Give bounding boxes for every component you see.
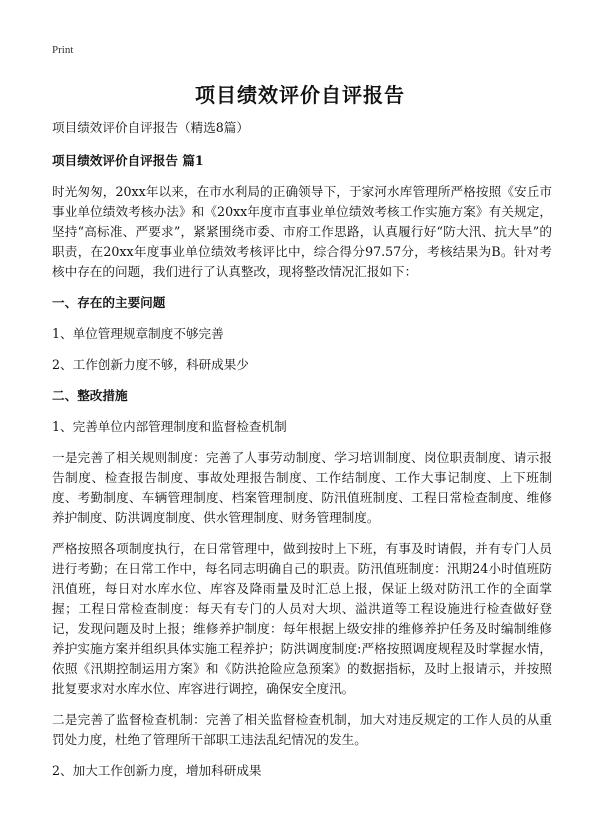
problem-item-1: 1、单位管理规章制度不够完善 — [52, 326, 224, 341]
execution-paragraph: 严格按照各项制度执行，在日常管理中，做到按时上下班，有事及时请假，并有专门人员进行考勤；在日常工作中，每名同志明确自己的职责。防汛值班制度：汛期24小时值班防汛值班，每日对水库水位、库容及降雨量及时汇总上报，保证上级对防汛工作的全面掌握；工程日常检查制度：每天有专门的人员对大坝、溢洪道等工程设施进行检查做好登记，发现问题及时上报；维修养护制度：每年根据上级安排的维修养护任务及时编制维修养护实施方案并组织具体实施工程养护；防洪调度制度:严格按照调度规程及时掌握水情，依照《汛期控制运用方案》和《防洪抢险应急预案》的数据指标，及时上报请示，并按照批复要求对水库水位、库容进行调控，确保安全度汛。 — [52, 541, 552, 696]
rules-paragraph: 一是完善了相关规则制度：完善了人事劳动制度、学习培训制度、岗位职责制度、请示报告制度、检查报告制度、事故处理报告制度、工作结制度、工作大事记制度、上下班制度、考勤制度、车辆管理制度、档案管理制度、防汛值班制度、工程日常检查制度、维修养护制度、防洪调度制度、供水管理制度、财务管理制度。 — [52, 450, 552, 525]
print-label: Print — [52, 44, 74, 56]
measure-item-2: 2、加大工作创新力度，增加科研成果 — [52, 763, 262, 778]
problem-item-2: 2、工作创新力度不够，科研成果少 — [52, 357, 249, 372]
measure-item-1: 1、完善单位内部管理制度和监督检查机制 — [52, 419, 287, 434]
intro-paragraph: 时光匆匆，20xx年以来，在市水利局的正确领导下，于家河水库管理所严格按照《安丘市事业单位绩效考核办法》和《20xx年度市直事业单位绩效考核工作实施方案》有关规定，坚持“高标准、严要求”，紧紧围绕市委、市府工作思路，认真履行好“防大汛、抗大旱”的职责，在20xx年度事业单位绩效考核评比中，综合得分97.57分，考核结果为B。针对考核中存在的问题，我们进行了认真整改，现将整改情况汇报如下： — [52, 184, 552, 279]
article-heading: 项目绩效评价自评报告 篇1 — [52, 153, 204, 168]
section-heading-measures: 二、整改措施 — [52, 388, 128, 403]
section-heading-problems: 一、存在的主要问题 — [52, 295, 166, 310]
document-subtitle: 项目绩效评价自评报告（精选8篇） — [52, 120, 249, 135]
supervision-paragraph: 二是完善了监督检查机制：完善了相关监督检查机制，加大对违反规定的工作人员的从重罚处力度，杜绝了管理所干部职工违法乱纪情况的发生。 — [52, 712, 552, 747]
document-body — [52, 118, 552, 792]
document-title: 项目绩效评价自评报告 — [195, 83, 405, 107]
